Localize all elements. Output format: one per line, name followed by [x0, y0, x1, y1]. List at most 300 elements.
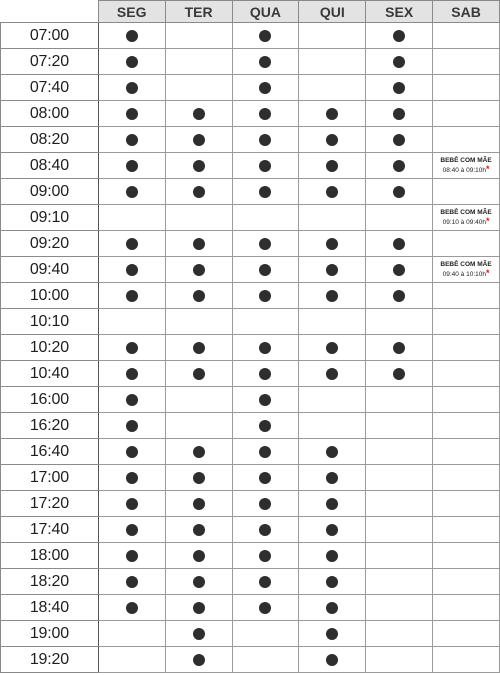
slot-ter	[165, 153, 232, 179]
class-dot-icon	[326, 134, 338, 146]
class-dot-icon	[393, 342, 405, 354]
table-row	[1, 49, 500, 75]
slot-sex	[366, 569, 433, 595]
slot-seg	[98, 309, 165, 335]
table-row	[1, 491, 500, 517]
class-dot-icon	[259, 472, 271, 484]
class-dot-icon	[126, 550, 138, 562]
slot-ter	[165, 413, 232, 439]
class-dot-icon	[193, 654, 205, 666]
slot-sex	[366, 283, 433, 309]
slot-qui	[299, 465, 366, 491]
slot-sab	[433, 101, 500, 127]
class-dot-icon	[326, 576, 338, 588]
class-dot-icon	[193, 134, 205, 146]
class-dot-icon	[393, 108, 405, 120]
slot-qui	[299, 569, 366, 595]
header-corner	[1, 1, 99, 23]
class-dot-icon	[126, 134, 138, 146]
slot-qui	[299, 621, 366, 647]
slot-seg	[98, 127, 165, 153]
class-dot-icon	[393, 160, 405, 172]
slot-qua	[232, 491, 299, 517]
slot-qui	[299, 49, 366, 75]
class-dot-icon	[259, 524, 271, 536]
slot-qua	[232, 387, 299, 413]
slot-sab	[433, 569, 500, 595]
class-dot-icon	[259, 342, 271, 354]
time-label: 18:20	[1, 569, 99, 595]
slot-sex	[366, 75, 433, 101]
schedule-body	[1, 23, 500, 673]
slot-sex	[366, 543, 433, 569]
slot-sab	[433, 309, 500, 335]
slot-seg	[98, 283, 165, 309]
slot-qua	[232, 231, 299, 257]
time-label: 16:20	[1, 413, 99, 439]
slot-qua	[232, 465, 299, 491]
slot-ter	[165, 49, 232, 75]
slot-seg	[98, 621, 165, 647]
slot-sab	[433, 517, 500, 543]
slot-qua	[232, 309, 299, 335]
slot-qui	[299, 127, 366, 153]
class-dot-icon	[193, 550, 205, 562]
time-label: 10:10	[1, 309, 99, 335]
class-dot-icon	[126, 602, 138, 614]
day-header-seg: SEG	[98, 1, 165, 23]
class-dot-icon	[393, 134, 405, 146]
class-dot-icon	[126, 446, 138, 458]
slot-seg	[98, 465, 165, 491]
class-dot-icon	[259, 160, 271, 172]
slot-qui	[299, 595, 366, 621]
slot-ter	[165, 621, 232, 647]
slot-seg	[98, 543, 165, 569]
slot-ter	[165, 231, 232, 257]
table-row	[1, 335, 500, 361]
class-dot-icon	[393, 368, 405, 380]
class-dot-icon	[126, 82, 138, 94]
slot-ter	[165, 309, 232, 335]
slot-ter	[165, 101, 232, 127]
time-label: 16:00	[1, 387, 99, 413]
class-dot-icon	[193, 602, 205, 614]
slot-ter	[165, 647, 232, 673]
class-dot-icon	[193, 238, 205, 250]
table-row	[1, 309, 500, 335]
class-dot-icon	[259, 420, 271, 432]
day-header-ter: TER	[165, 1, 232, 23]
table-row	[1, 439, 500, 465]
table-row	[1, 127, 500, 153]
class-dot-icon	[259, 186, 271, 198]
slot-sab	[433, 23, 500, 49]
class-dot-icon	[259, 576, 271, 588]
table-row	[1, 595, 500, 621]
slot-sex	[366, 491, 433, 517]
slot-qua	[232, 517, 299, 543]
time-label: 16:40	[1, 439, 99, 465]
slot-sex	[366, 465, 433, 491]
slot-ter	[165, 179, 232, 205]
slot-sex	[366, 257, 433, 283]
slot-seg	[98, 361, 165, 387]
slot-sex	[366, 231, 433, 257]
time-label: 10:40	[1, 361, 99, 387]
slot-qua	[232, 257, 299, 283]
slot-sex	[366, 335, 433, 361]
slot-qua	[232, 413, 299, 439]
slot-sex	[366, 101, 433, 127]
slot-sex	[366, 49, 433, 75]
class-dot-icon	[326, 342, 338, 354]
slot-qua	[232, 23, 299, 49]
class-dot-icon	[326, 628, 338, 640]
slot-ter	[165, 361, 232, 387]
slot-qua	[232, 621, 299, 647]
slot-sex	[366, 23, 433, 49]
slot-sab	[433, 127, 500, 153]
class-dot-icon	[326, 264, 338, 276]
class-dot-icon	[193, 160, 205, 172]
slot-sab	[433, 647, 500, 673]
table-row	[1, 361, 500, 387]
slot-seg	[98, 647, 165, 673]
table-row	[1, 621, 500, 647]
slot-sab	[433, 595, 500, 621]
slot-sab	[433, 231, 500, 257]
class-dot-icon	[326, 108, 338, 120]
slot-seg	[98, 205, 165, 231]
slot-ter	[165, 205, 232, 231]
class-dot-icon	[126, 108, 138, 120]
slot-sex	[366, 387, 433, 413]
class-dot-icon	[326, 472, 338, 484]
class-dot-icon	[393, 186, 405, 198]
class-dot-icon	[393, 238, 405, 250]
table-row	[1, 23, 500, 49]
class-dot-icon	[393, 82, 405, 94]
slot-sab	[433, 283, 500, 309]
class-dot-icon	[193, 576, 205, 588]
class-dot-icon	[326, 446, 338, 458]
asterisk-icon: *	[485, 268, 490, 278]
class-dot-icon	[326, 160, 338, 172]
table-row	[1, 205, 500, 231]
slot-sex	[366, 517, 433, 543]
class-dot-icon	[259, 368, 271, 380]
slot-qua	[232, 595, 299, 621]
slot-ter	[165, 439, 232, 465]
class-dot-icon	[393, 56, 405, 68]
slot-qui	[299, 543, 366, 569]
asterisk-icon: *	[485, 164, 490, 174]
slot-qua	[232, 205, 299, 231]
slot-qua	[232, 543, 299, 569]
slot-sab	[433, 153, 500, 179]
note-title: BEBÊ COM MÃE	[440, 209, 492, 216]
slot-sex	[366, 647, 433, 673]
slot-ter	[165, 283, 232, 309]
slot-ter	[165, 387, 232, 413]
class-dot-icon	[126, 30, 138, 42]
class-dot-icon	[326, 602, 338, 614]
time-label: 09:00	[1, 179, 99, 205]
time-label: 07:20	[1, 49, 99, 75]
class-dot-icon	[259, 290, 271, 302]
slot-sab	[433, 413, 500, 439]
slot-qui	[299, 335, 366, 361]
slot-qui	[299, 439, 366, 465]
table-row	[1, 179, 500, 205]
slot-sab	[433, 75, 500, 101]
slot-seg	[98, 517, 165, 543]
class-dot-icon	[126, 186, 138, 198]
slot-qui	[299, 153, 366, 179]
class-dot-icon	[259, 446, 271, 458]
slot-ter	[165, 517, 232, 543]
slot-qui	[299, 491, 366, 517]
slot-qui	[299, 231, 366, 257]
table-row	[1, 465, 500, 491]
slot-qui	[299, 283, 366, 309]
slot-qui	[299, 387, 366, 413]
slot-sex	[366, 595, 433, 621]
class-dot-icon	[193, 264, 205, 276]
class-dot-icon	[326, 524, 338, 536]
slot-qui	[299, 647, 366, 673]
day-header-row	[1, 1, 500, 23]
time-label: 08:40	[1, 153, 99, 179]
class-dot-icon	[193, 108, 205, 120]
table-row	[1, 543, 500, 569]
class-dot-icon	[259, 264, 271, 276]
slot-seg	[98, 491, 165, 517]
slot-sex	[366, 205, 433, 231]
class-dot-icon	[126, 238, 138, 250]
slot-sab	[433, 257, 500, 283]
slot-ter	[165, 595, 232, 621]
class-dot-icon	[126, 472, 138, 484]
slot-qua	[232, 127, 299, 153]
class-dot-icon	[126, 420, 138, 432]
time-label: 08:20	[1, 127, 99, 153]
slot-qua	[232, 439, 299, 465]
baby-with-mom-note	[433, 260, 499, 279]
slot-sab	[433, 335, 500, 361]
time-label: 07:00	[1, 23, 99, 49]
slot-seg	[98, 49, 165, 75]
class-dot-icon	[193, 290, 205, 302]
class-dot-icon	[126, 160, 138, 172]
class-dot-icon	[126, 524, 138, 536]
slot-ter	[165, 23, 232, 49]
slot-seg	[98, 257, 165, 283]
time-label: 09:10	[1, 205, 99, 231]
note-time: 09:40 à 10:10h	[442, 271, 486, 278]
class-dot-icon	[193, 368, 205, 380]
slot-ter	[165, 491, 232, 517]
class-dot-icon	[126, 342, 138, 354]
slot-qua	[232, 75, 299, 101]
class-dot-icon	[326, 290, 338, 302]
slot-qui	[299, 257, 366, 283]
class-dot-icon	[126, 264, 138, 276]
slot-qui	[299, 205, 366, 231]
slot-seg	[98, 439, 165, 465]
slot-sab	[433, 439, 500, 465]
class-dot-icon	[259, 82, 271, 94]
slot-ter	[165, 127, 232, 153]
slot-sab	[433, 491, 500, 517]
time-label: 10:20	[1, 335, 99, 361]
asterisk-icon: *	[485, 216, 490, 226]
time-label: 17:20	[1, 491, 99, 517]
table-row	[1, 231, 500, 257]
table-row	[1, 387, 500, 413]
baby-with-mom-note	[433, 156, 499, 175]
slot-qui	[299, 361, 366, 387]
slot-qui	[299, 179, 366, 205]
slot-sex	[366, 439, 433, 465]
class-dot-icon	[326, 550, 338, 562]
slot-qua	[232, 101, 299, 127]
table-row	[1, 569, 500, 595]
class-dot-icon	[326, 238, 338, 250]
class-dot-icon	[259, 238, 271, 250]
time-label: 08:00	[1, 101, 99, 127]
note-time: 09:10 à 09:40h	[442, 219, 486, 226]
slot-sex	[366, 621, 433, 647]
table-row	[1, 647, 500, 673]
class-dot-icon	[259, 602, 271, 614]
slot-sex	[366, 413, 433, 439]
slot-sex	[366, 179, 433, 205]
class-dot-icon	[259, 134, 271, 146]
slot-ter	[165, 75, 232, 101]
slot-qua	[232, 335, 299, 361]
slot-seg	[98, 335, 165, 361]
class-dot-icon	[393, 290, 405, 302]
slot-sab	[433, 179, 500, 205]
class-dot-icon	[126, 498, 138, 510]
time-label: 18:00	[1, 543, 99, 569]
slot-qua	[232, 49, 299, 75]
class-dot-icon	[126, 394, 138, 406]
slot-sab	[433, 361, 500, 387]
slot-qua	[232, 153, 299, 179]
slot-sex	[366, 361, 433, 387]
class-dot-icon	[326, 654, 338, 666]
class-dot-icon	[259, 56, 271, 68]
slot-seg	[98, 387, 165, 413]
baby-with-mom-note	[433, 208, 499, 227]
table-row	[1, 413, 500, 439]
slot-qua	[232, 647, 299, 673]
class-dot-icon	[193, 524, 205, 536]
class-dot-icon	[193, 498, 205, 510]
slot-sex	[366, 127, 433, 153]
slot-qua	[232, 283, 299, 309]
slot-sab	[433, 387, 500, 413]
class-dot-icon	[259, 108, 271, 120]
slot-seg	[98, 179, 165, 205]
slot-qua	[232, 569, 299, 595]
slot-seg	[98, 75, 165, 101]
slot-sab	[433, 205, 500, 231]
class-dot-icon	[193, 628, 205, 640]
table-row	[1, 257, 500, 283]
slot-sex	[366, 153, 433, 179]
table-row	[1, 517, 500, 543]
table-row	[1, 101, 500, 127]
time-label: 09:40	[1, 257, 99, 283]
class-dot-icon	[193, 186, 205, 198]
day-header-sab: SAB	[433, 1, 500, 23]
class-dot-icon	[259, 498, 271, 510]
note-title: BEBÊ COM MÃE	[440, 157, 492, 164]
time-label: 07:40	[1, 75, 99, 101]
note-time: 08:40 à 09:10h	[442, 167, 486, 174]
time-label: 10:00	[1, 283, 99, 309]
class-dot-icon	[193, 446, 205, 458]
slot-ter	[165, 569, 232, 595]
slot-ter	[165, 257, 232, 283]
slot-qui	[299, 517, 366, 543]
table-row	[1, 75, 500, 101]
slot-qui	[299, 101, 366, 127]
class-dot-icon	[126, 576, 138, 588]
slot-qui	[299, 75, 366, 101]
class-dot-icon	[126, 290, 138, 302]
time-label: 17:40	[1, 517, 99, 543]
slot-sex	[366, 309, 433, 335]
day-header-qui: QUI	[299, 1, 366, 23]
class-dot-icon	[193, 472, 205, 484]
class-dot-icon	[259, 30, 271, 42]
slot-ter	[165, 465, 232, 491]
slot-qui	[299, 413, 366, 439]
class-dot-icon	[326, 186, 338, 198]
day-header-sex: SEX	[366, 1, 433, 23]
note-title: BEBÊ COM MÃE	[440, 261, 492, 268]
class-dot-icon	[126, 56, 138, 68]
slot-seg	[98, 595, 165, 621]
class-dot-icon	[259, 394, 271, 406]
class-dot-icon	[126, 368, 138, 380]
table-row	[1, 153, 500, 179]
slot-seg	[98, 231, 165, 257]
slot-ter	[165, 543, 232, 569]
slot-seg	[98, 569, 165, 595]
slot-sab	[433, 465, 500, 491]
slot-sab	[433, 543, 500, 569]
class-dot-icon	[326, 498, 338, 510]
slot-qua	[232, 179, 299, 205]
class-dot-icon	[193, 342, 205, 354]
time-label: 09:20	[1, 231, 99, 257]
slot-seg	[98, 153, 165, 179]
slot-ter	[165, 335, 232, 361]
slot-qui	[299, 23, 366, 49]
time-label: 19:20	[1, 647, 99, 673]
slot-sab	[433, 49, 500, 75]
slot-seg	[98, 101, 165, 127]
table-row	[1, 283, 500, 309]
slot-seg	[98, 413, 165, 439]
class-dot-icon	[259, 550, 271, 562]
